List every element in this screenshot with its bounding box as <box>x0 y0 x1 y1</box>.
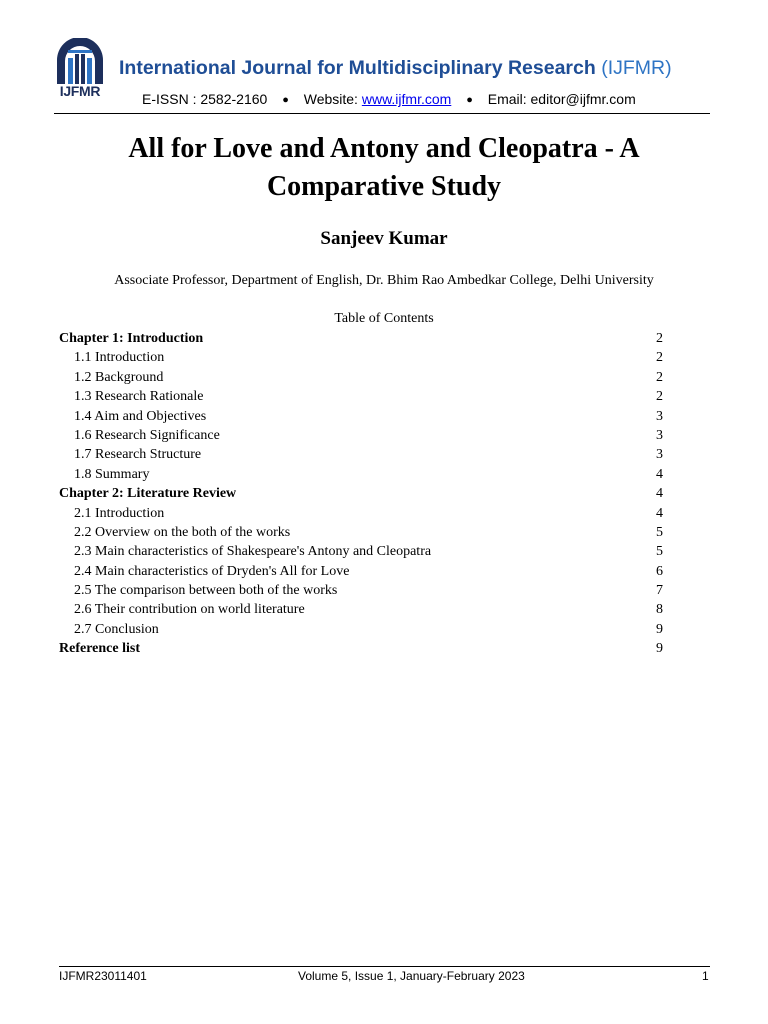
toc-entry-page: 3 <box>656 408 663 424</box>
footer-page-number: 1 <box>702 969 709 983</box>
table-of-contents <box>59 329 663 659</box>
toc-entry-label: 1.2 Background <box>74 369 164 385</box>
toc-entry-label: 1.1 Introduction <box>74 350 165 366</box>
footer-divider <box>59 966 710 967</box>
bullet-separator: ● <box>466 94 473 106</box>
toc-entry[interactable] <box>59 407 663 426</box>
toc-entry-page: 4 <box>656 505 663 521</box>
toc-entry-label: 2.1 Introduction <box>74 505 165 521</box>
toc-entry[interactable] <box>59 600 663 619</box>
toc-entry-page: 9 <box>656 621 663 637</box>
toc-entry-page: 2 <box>656 369 663 385</box>
toc-entry-page: 9 <box>656 641 663 657</box>
website-label: Website: <box>303 91 358 107</box>
toc-heading: Table of Contents <box>334 311 434 326</box>
toc-entry-page: 7 <box>656 583 663 599</box>
toc-entry-page: 3 <box>656 447 663 463</box>
toc-entry[interactable] <box>59 523 663 542</box>
journal-name-text: International Journal for Multidisciplinary Research <box>119 57 596 79</box>
toc-entry-label: 1.3 Research Rationale <box>74 389 204 405</box>
footer-volume: Volume 5, Issue 1, January-February 2023 <box>298 969 525 983</box>
toc-entry[interactable] <box>59 348 663 367</box>
eissn-text: E-ISSN : 2582-2160 <box>142 91 268 107</box>
toc-entry-page: 5 <box>656 544 663 560</box>
toc-entry-page: 2 <box>656 389 663 405</box>
toc-entry-label: 2.6 Their contribution on world literature <box>74 602 305 618</box>
toc-entry[interactable] <box>59 368 663 387</box>
toc-entry[interactable] <box>59 562 663 581</box>
journal-logo <box>54 38 106 100</box>
toc-entry-page: 6 <box>656 563 663 579</box>
toc-entry[interactable] <box>59 484 663 503</box>
journal-contact-line <box>142 91 636 107</box>
toc-entry-page: 4 <box>656 486 663 502</box>
toc-entry[interactable] <box>59 329 663 348</box>
toc-entry-label: 1.8 Summary <box>74 466 150 482</box>
toc-entry-label: 2.2 Overview on the both of the works <box>74 524 291 540</box>
toc-entry-page: 3 <box>656 427 663 443</box>
toc-entry-label: Chapter 1: Introduction <box>59 331 204 346</box>
toc-entry-label: 1.4 Aim and Objectives <box>74 408 207 424</box>
journal-name <box>119 57 672 80</box>
author-affiliation: Associate Professor, Department of English, Dr. Bhim Rao Ambedkar College, Delhi University <box>114 273 654 288</box>
toc-entry-label: Chapter 2: Literature Review <box>59 486 237 502</box>
toc-entry[interactable] <box>59 426 663 445</box>
toc-entry-page: 2 <box>656 350 663 366</box>
toc-entry[interactable] <box>59 639 663 658</box>
toc-entry-label: 2.5 The comparison between both of the works <box>74 583 338 599</box>
email-text: Email: editor@ijfmr.com <box>487 91 636 107</box>
paper-title-line1: All for Love and Antony and Cleopatra - A <box>128 133 640 164</box>
footer-paper-id: IJFMR23011401 <box>59 969 147 983</box>
website-link[interactable]: www.ijfmr.com <box>361 91 452 107</box>
toc-entry[interactable] <box>59 465 663 484</box>
toc-entry-label: 2.3 Main characteristics of Shakespeare's Antony and Cleopatra <box>74 544 432 560</box>
toc-entry[interactable] <box>59 504 663 523</box>
journal-header <box>0 0 768 116</box>
toc-entry[interactable] <box>59 445 663 464</box>
paper-title-line2: Comparative Study <box>266 171 502 202</box>
toc-entry-page: 8 <box>656 602 663 618</box>
toc-entry-label: 1.6 Research Significance <box>74 427 220 443</box>
toc-entry-label: Reference list <box>59 641 140 657</box>
toc-entry[interactable] <box>59 620 663 639</box>
toc-entry[interactable] <box>59 542 663 561</box>
toc-entry[interactable] <box>59 581 663 600</box>
toc-entry-label: 2.4 Main characteristics of Dryden's All for Love <box>74 563 350 579</box>
journal-abbr: (IJFMR) <box>601 57 672 79</box>
toc-entry-page: 2 <box>656 331 663 346</box>
paper-title <box>60 130 708 206</box>
toc-entry[interactable] <box>59 387 663 406</box>
paper-author: Sanjeev Kumar <box>320 228 448 249</box>
logo-arch-icon <box>54 38 106 84</box>
toc-entry-label: 2.7 Conclusion <box>74 621 159 637</box>
toc-entry-page: 4 <box>656 466 663 482</box>
logo-text: IJFMR <box>59 83 101 99</box>
header-divider <box>54 113 710 114</box>
toc-entry-label: 1.7 Research Structure <box>74 447 202 463</box>
bullet-separator: ● <box>282 94 289 106</box>
toc-entry-page: 5 <box>656 524 663 540</box>
